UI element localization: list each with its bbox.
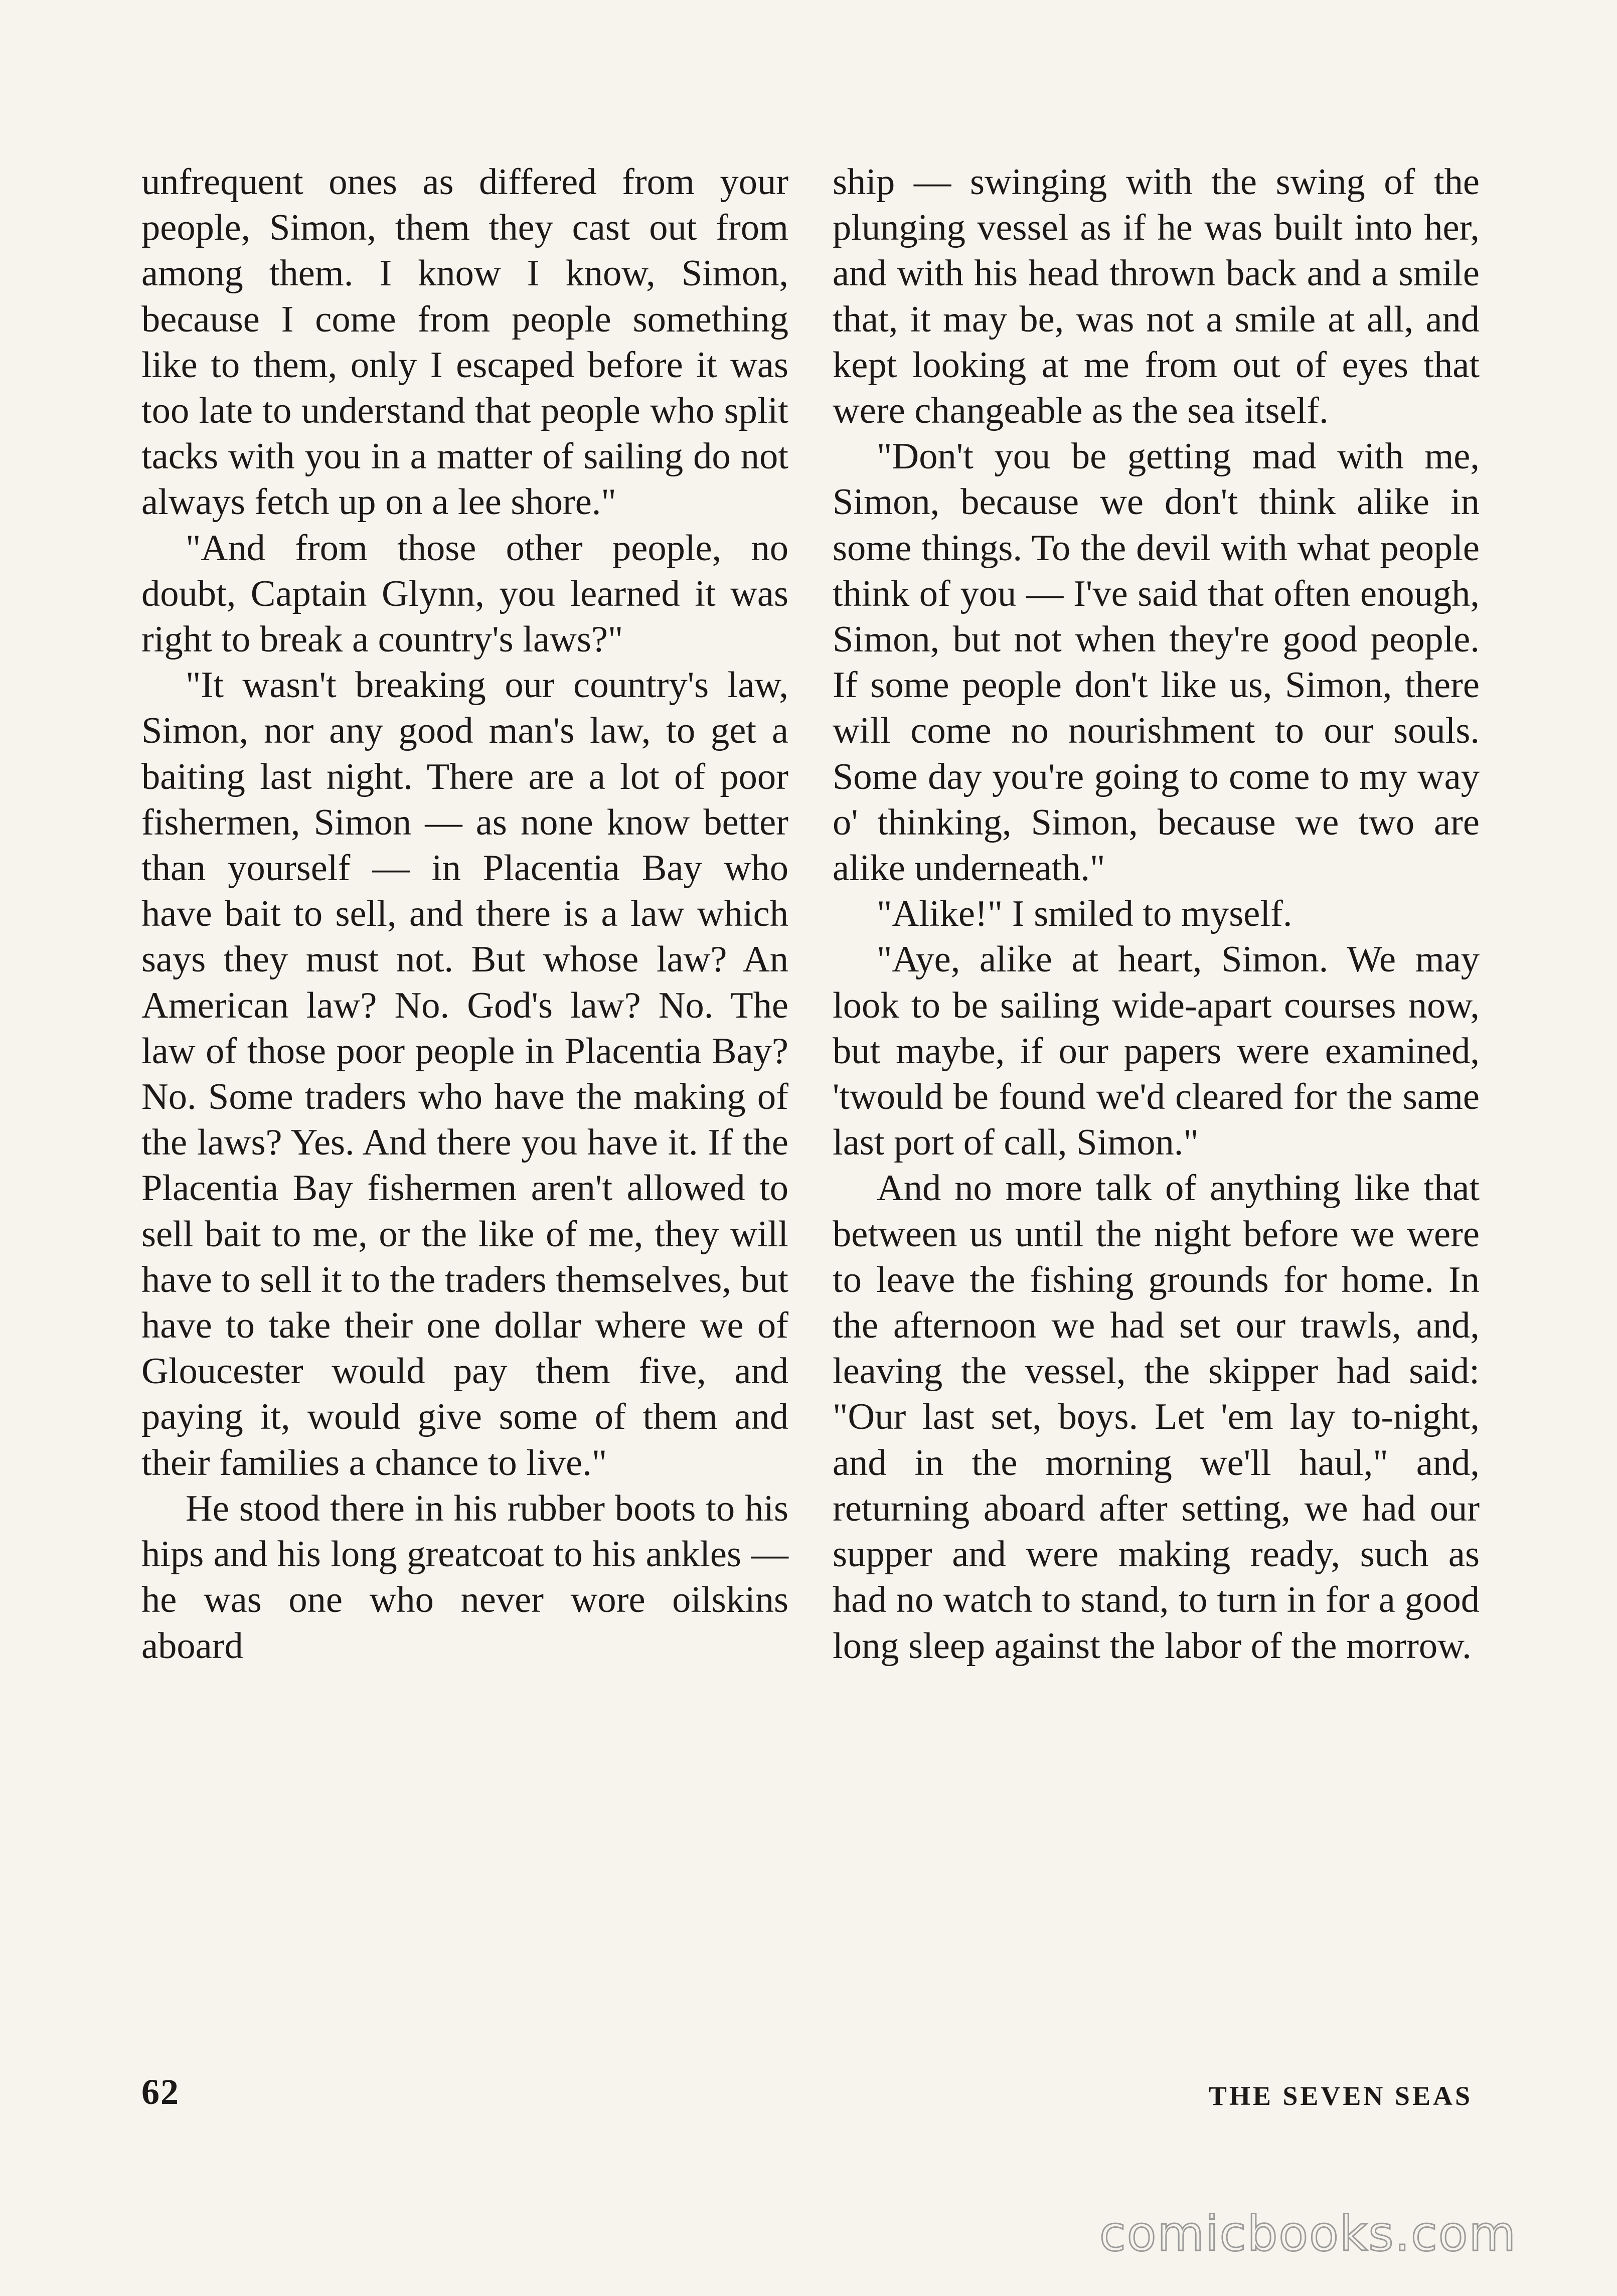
paragraph: "It wasn't breaking our country's law, Simon, nor any good man's law, to get a baiting last night. There are a lot of poor fishermen, Simon — as none know better than yourself — in Placentia Bay who have bait to sell, and there is a law which says they must not. But whose law? An American law? No. God's law? No. The law of those poor people in Placentia Bay? No. Some traders who have the making of the laws? Yes. And there you have it. If the Placentia Bay fishermen aren't allowed to sell bait to me, or the like of me, they will have to sell it to the traders themselves, but have to take their one dollar where we of Gloucester would pay them five, and paying it, would give some of them and their families a chance to live." [141, 665, 788, 1484]
paragraph: "And from those other people, no doubt, Captain Glynn, you learned it was right to break a country's laws?" [141, 527, 788, 661]
paragraph: "Aye, alike at heart, Simon. We may look to be sailing wide-apart courses now, but maybe, if our papers were examined, 'twould be found we'd cleared for the same last port of call, Simon." [833, 939, 1480, 1164]
paragraph: And no more talk of anything like that between us until the night before we were to leave the fishing grounds for home. In the afternoon we had set our trawls, and, leaving the vessel, the skipper had said: "Our last set, boys. Let 'em lay to-night, and in the morning we'll haul," and, returning aboard after setting, we had our supper and were making ready, such as had no watch to stand, to turn in for a good long sleep against the labor of the morrow. [833, 1168, 1480, 1667]
paragraph: ship — swinging with the swing of the plunging vessel as if he was built into her, and with his head thrown back and a smile that, it may be, was not a smile at all, and kept looking at me from out of eyes that were changeable as the sea itself. [833, 161, 1480, 432]
right-text-column [833, 159, 1480, 1669]
page-number: 62 [141, 2072, 180, 2112]
running-title: THE SEVEN SEAS [1208, 2081, 1473, 2111]
site-watermark: comicbooks.com [1099, 2206, 1517, 2262]
paragraph: He stood there in his rubber boots to his hips and his long greatcoat to his ankles — he was one who never wore oilskins aboard [141, 1488, 788, 1667]
left-text-column [141, 159, 788, 1669]
paragraph: "Alike!" I smiled to myself. [877, 893, 1292, 935]
paragraph: unfrequent ones as differed from your people, Simon, them they cast out from among them. I know I know, Simon, because I come from people something like to them, only I escaped before it was too late to understand that people who split tacks with you in a matter of sailing do not always fetch up on a lee shore." [141, 161, 788, 523]
paragraph: "Don't you be getting mad with me, Simon, because we don't think alike in some things. To the devil with what people think of you — I've said that often enough, Simon, but not when they're good people. If some people don't like us, Simon, there will come no nourishment to our souls. Some day you're going to come to my way o' thinking, Simon, because we two are alike underneath." [833, 436, 1480, 889]
